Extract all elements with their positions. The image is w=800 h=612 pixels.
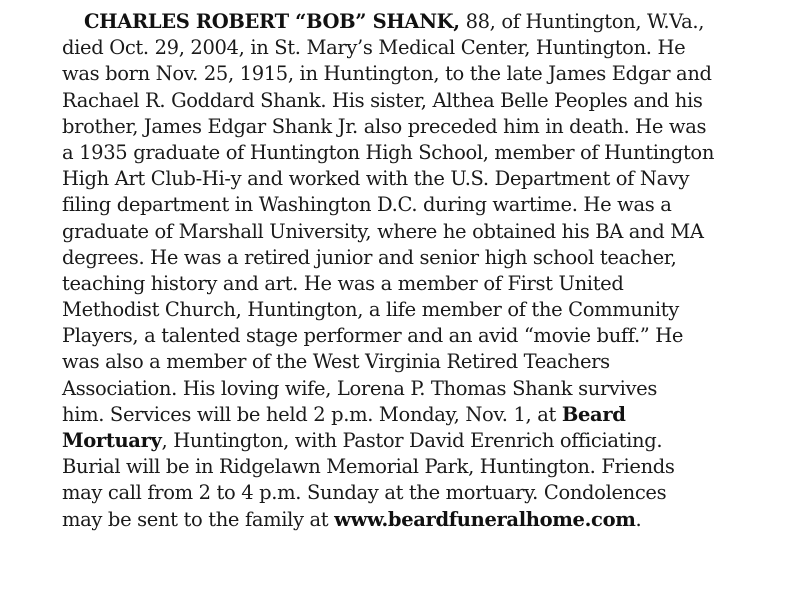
obituary-line: died Oct. 29, 2004, in St. Mary’s Medical Center, Huntington. He xyxy=(62,36,686,60)
obituary-line: may call from 2 to 4 p.m. Sunday at the mortuary. Condolences xyxy=(62,481,667,505)
obituary-line: Association. His loving wife, Lorena P. Thomas Shank survives xyxy=(62,376,657,400)
deceased-name: CHARLES ROBERT “BOB” SHANK, xyxy=(84,10,460,33)
obituary-line: filing department in Washington D.C. during wartime. He was a xyxy=(62,193,672,217)
obituary-line: Players, a talented stage performer and an avid “movie buff.” He xyxy=(62,324,684,348)
obituary-line: graduate of Marshall University, where he obtained his BA and MA xyxy=(62,219,704,243)
obituary-line: was also a member of the West Virginia Retired Teachers xyxy=(62,350,610,374)
funeral-home-name-cont: Mortuary xyxy=(62,429,162,452)
obituary-line: CHARLES ROBERT “BOB” SHANK, 88, of Huntington, W.Va., xyxy=(84,10,705,33)
funeral-home-website: www.beardfuneralhome.com xyxy=(334,507,636,531)
obituary-line: brother, James Edgar Shank Jr. also preceded him in death. He was xyxy=(62,114,707,138)
obituary-line: Rachael R. Goddard Shank. His sister, Althea Belle Peoples and his xyxy=(62,88,703,112)
obituary-line: Burial will be in Ridgelawn Memorial Park, Huntington. Friends xyxy=(62,455,675,479)
obituary-line: Methodist Church, Huntington, a life member of the Community xyxy=(62,298,679,322)
funeral-home-name: Beard xyxy=(561,402,626,426)
obituary-line: a 1935 graduate of Huntington High School, member of Huntington xyxy=(62,140,715,164)
obituary-text xyxy=(62,9,782,533)
obituary-line: him. Services will be held 2 p.m. Monday, Nov. 1, at Beard xyxy=(62,402,626,426)
obituary-line: teaching history and art. He was a member of First United xyxy=(62,271,624,295)
obituary-line: was born Nov. 25, 1915, in Huntington, to the late James Edgar and xyxy=(62,62,712,86)
obituary-line: High Art Club-Hi-y and worked with the U.S. Department of Navy xyxy=(62,167,690,191)
obituary-line: Mortuary, Huntington, with Pastor David Erenrich officiating. xyxy=(62,429,663,452)
obituary-line: may be sent to the family at www.beardfuneralhome.com. xyxy=(62,507,642,531)
obituary-line: degrees. He was a retired junior and senior high school teacher, xyxy=(62,245,677,269)
